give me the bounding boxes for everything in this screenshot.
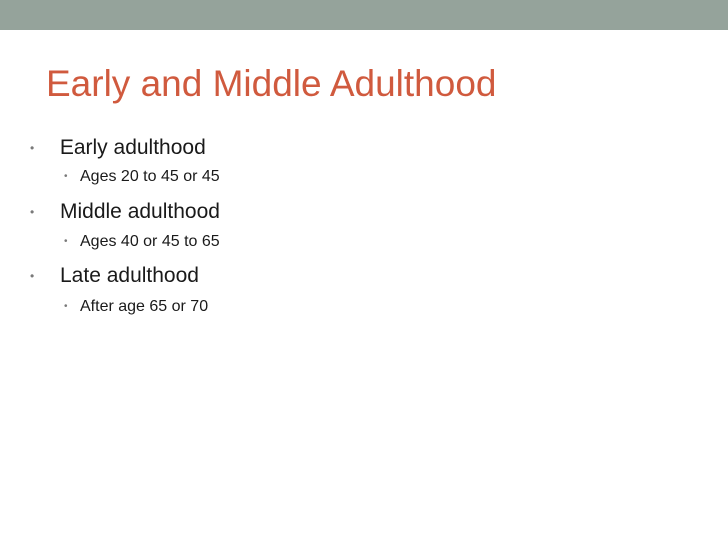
bullet-icon: • [64, 301, 68, 312]
list-item-label: Late adulthood [60, 264, 199, 287]
sub-item-label: After age 65 or 70 [80, 298, 209, 315]
bullet-icon: • [30, 269, 35, 283]
slide-title: Early and Middle Adulthood [46, 63, 497, 104]
bullet-icon: • [30, 205, 35, 219]
sub-item-label: Ages 20 to 45 or 45 [80, 168, 220, 185]
bullet-icon: • [64, 171, 68, 182]
list-item-label: Middle adulthood [60, 200, 220, 223]
sub-item-label: Ages 40 or 45 to 65 [80, 233, 220, 250]
list-item-label: Early adulthood [54, 136, 206, 159]
bullet-icon: • [64, 236, 68, 247]
bullet-icon: • [30, 141, 35, 155]
